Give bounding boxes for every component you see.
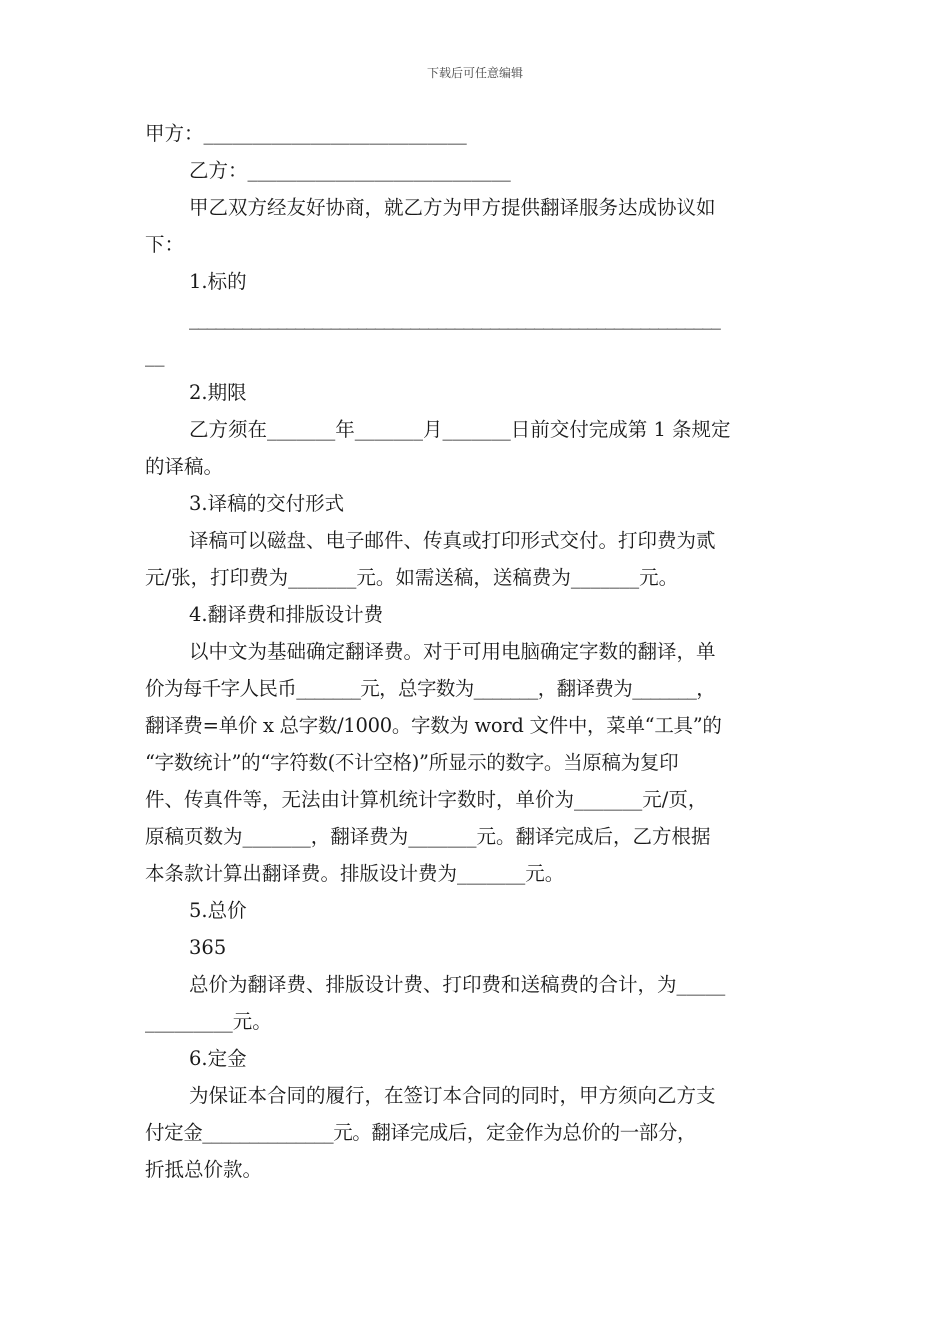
section-2-text-cont: 的译稿。 — [145, 455, 224, 478]
section-4-text-5: 件、传真件等，无法由计算机统计字数时，单价为_______元/页， — [145, 788, 708, 811]
section-1-title: 1.标的 — [189, 270, 247, 293]
section-1-blank-cont: __ — [145, 344, 165, 367]
section-6-text-3: 折抵总价款。 — [145, 1158, 263, 1181]
page-header-note: 下载后可任意编辑 — [426, 66, 523, 80]
section-5-title: 5.总价 — [189, 899, 247, 922]
section-4-title: 4.翻译费和排版设计费 — [189, 603, 384, 626]
section-5-text-cont: _________元。 — [145, 1010, 272, 1033]
section-6-title: 6.定金 — [189, 1047, 247, 1070]
section-3-title: 3.译稿的交付形式 — [189, 492, 345, 515]
section-5-value: 365 — [189, 936, 227, 959]
section-3-text: 译稿可以磁盘、电子邮件、传真或打印形式交付。打印费为贰 — [189, 529, 716, 552]
section-5-text: 总价为翻译费、排版设计费、打印费和送稿费的合计，为_____ — [189, 973, 726, 996]
section-4-text-6: 原稿页数为_______，翻译费为_______元。翻译完成后，乙方根据 — [145, 825, 711, 848]
section-4-text-4: “字数统计”的“字符数(不计空格)”所显示的数字。当原稿为复印 — [145, 751, 679, 774]
section-4-text-2: 价为每千字人民币_______元，总字数为_______，翻译费为_______， — [145, 677, 716, 700]
section-3-text-cont: 元/张，打印费为_______元。如需送稿，送稿费为_______元。 — [145, 566, 679, 589]
intro-line-cont: 下： — [145, 233, 185, 256]
section-2-text: 乙方须在_______年_______月_______日前交付完成第 1 条规定 — [189, 418, 731, 441]
intro-line: 甲乙双方经友好协商，就乙方为甲方提供翻译服务达成协议如 — [189, 196, 716, 219]
section-2-title: 2.期限 — [189, 381, 247, 404]
section-4-text-3: 翻译费=单价 x 总字数/1000。字数为 word 文件中，菜单“工具”的 — [145, 714, 722, 737]
section-6-text-2: 付定金______________元。翻译完成后，定金作为总价的一部分， — [145, 1121, 697, 1144]
section-4-text-7: 本条款计算出翻译费。排版设计费为_______元。 — [145, 862, 565, 885]
contract-body — [145, 115, 810, 1188]
section-6-text-1: 为保证本合同的履行，在签订本合同的同时，甲方须向乙方支 — [189, 1084, 716, 1107]
party-b-line: 乙方：___________________________ — [189, 159, 511, 182]
party-a-line: 甲方：___________________________ — [145, 122, 467, 145]
section-4-text-1: 以中文为基础确定翻译费。对于可用电脑确定字数的翻译，单 — [189, 640, 716, 663]
section-1-blank: ____________________________________________________________ — [189, 307, 721, 330]
